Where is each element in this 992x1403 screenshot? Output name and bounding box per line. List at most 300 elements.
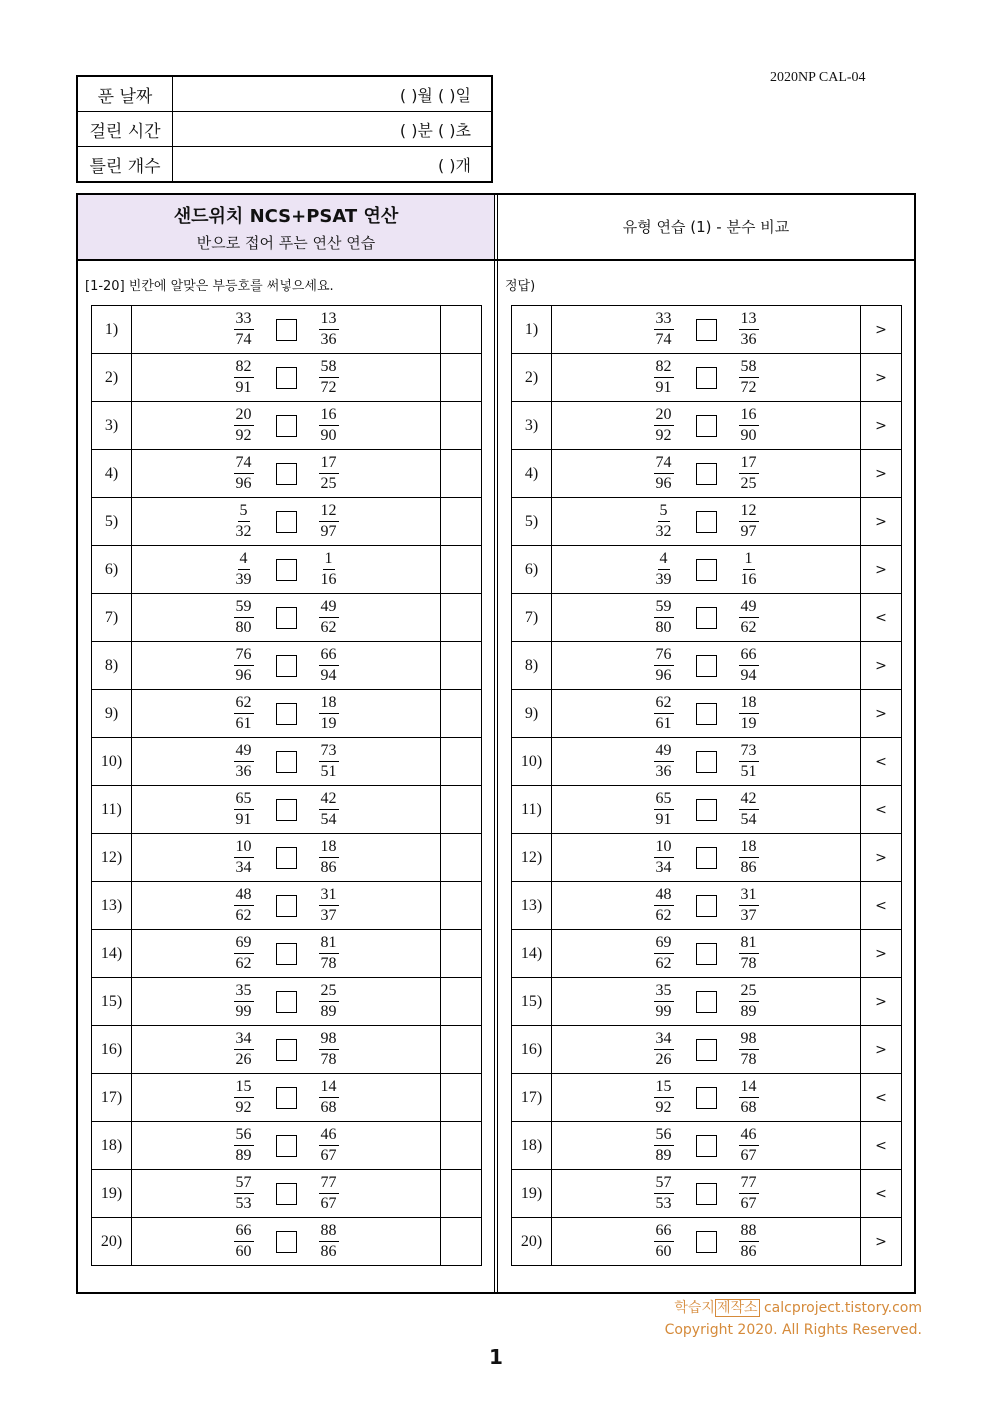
- denominator: 62: [655, 955, 672, 972]
- problem-number: 18): [92, 1122, 132, 1170]
- fraction-right: [317, 741, 341, 782]
- problem-number: 1): [512, 306, 552, 354]
- fraction-right: [317, 405, 341, 446]
- numerator: 12: [739, 501, 759, 522]
- answer-cell: >: [861, 1218, 902, 1266]
- problem-row: [92, 690, 482, 738]
- answer-cell[interactable]: [441, 354, 482, 402]
- fraction-comparison: [552, 546, 861, 594]
- answer-cell[interactable]: [441, 306, 482, 354]
- denominator: 26: [235, 1051, 252, 1068]
- problem-number: 8): [512, 642, 552, 690]
- denominator: 80: [235, 619, 252, 636]
- denominator: 62: [655, 907, 672, 924]
- fraction-comparison: [132, 594, 441, 642]
- denominator: 61: [655, 715, 672, 732]
- answer-box[interactable]: [276, 991, 297, 1013]
- numerator: 98: [319, 1029, 339, 1050]
- problem-row: [92, 546, 482, 594]
- problem-number: 9): [92, 690, 132, 738]
- answer-cell[interactable]: [441, 1074, 482, 1122]
- answer-box[interactable]: [696, 415, 717, 437]
- numerator: 66: [319, 645, 339, 666]
- problem-number: 12): [92, 834, 132, 882]
- problem-number: 11): [512, 786, 552, 834]
- fraction-comparison: [132, 498, 441, 546]
- answer-box[interactable]: [276, 1135, 297, 1157]
- problem-number: 15): [512, 978, 552, 1026]
- denominator: 32: [235, 523, 252, 540]
- footer-brand: [674, 1297, 922, 1317]
- fraction-left: [652, 789, 676, 830]
- numerator: 1: [743, 549, 755, 570]
- problem-row: [92, 450, 482, 498]
- fraction-comparison: [552, 306, 861, 354]
- fraction-left: [232, 837, 256, 878]
- fraction-comparison: [132, 642, 441, 690]
- fraction-left: [232, 693, 256, 734]
- answer-cell[interactable]: [441, 1122, 482, 1170]
- numerator: 74: [234, 453, 254, 474]
- numerator: 66: [739, 645, 759, 666]
- answer-cell[interactable]: [441, 594, 482, 642]
- info-value: ( )분 ( )초: [173, 112, 493, 147]
- fraction-right: [317, 453, 341, 494]
- fraction-comparison: [132, 402, 441, 450]
- answer-box[interactable]: [696, 991, 717, 1013]
- denominator: 25: [320, 475, 337, 492]
- answer-cell: <: [861, 786, 902, 834]
- answer-cell[interactable]: [441, 978, 482, 1026]
- answer-box[interactable]: [696, 1183, 717, 1205]
- fraction-comparison: [552, 930, 861, 978]
- answer-box[interactable]: [696, 1087, 717, 1109]
- answer-box[interactable]: [276, 943, 297, 965]
- answer-box[interactable]: [696, 319, 717, 341]
- fraction-right: [317, 885, 341, 926]
- answer-cell: <: [861, 1122, 902, 1170]
- fraction-comparison: [552, 1122, 861, 1170]
- fraction-right: [317, 597, 341, 638]
- fraction-left: [232, 981, 256, 1022]
- fraction-right: [737, 981, 761, 1022]
- fraction-right: [737, 1125, 761, 1166]
- denominator: 62: [235, 907, 252, 924]
- denominator: 91: [235, 811, 252, 828]
- numerator: 49: [654, 741, 674, 762]
- denominator: 36: [655, 763, 672, 780]
- problem-number: 16): [92, 1026, 132, 1074]
- numerator: 62: [234, 693, 254, 714]
- problem-number: 11): [92, 786, 132, 834]
- denominator: 90: [320, 427, 337, 444]
- answer-cell[interactable]: [441, 690, 482, 738]
- fraction-comparison: [552, 1218, 861, 1266]
- problem-number: 20): [512, 1218, 552, 1266]
- fold-divider: [494, 193, 498, 1294]
- problem-row: [512, 594, 902, 642]
- answer-box[interactable]: [696, 511, 717, 533]
- denominator: 78: [740, 1051, 757, 1068]
- numerator: 98: [739, 1029, 759, 1050]
- answer-cell[interactable]: [441, 546, 482, 594]
- numerator: 16: [319, 405, 339, 426]
- numerator: 13: [319, 309, 339, 330]
- problem-row: [92, 1170, 482, 1218]
- answer-cell: >: [861, 402, 902, 450]
- problem-row: [512, 738, 902, 786]
- numerator: 48: [654, 885, 674, 906]
- denominator: 99: [235, 1003, 252, 1020]
- answer-box[interactable]: [696, 463, 717, 485]
- fraction-right: [317, 981, 341, 1022]
- numerator: 16: [739, 405, 759, 426]
- answer-box[interactable]: [696, 895, 717, 917]
- answer-cell[interactable]: [441, 882, 482, 930]
- denominator: 67: [320, 1147, 337, 1164]
- fraction-left: [652, 549, 676, 590]
- answer-cell[interactable]: [441, 738, 482, 786]
- problem-row: [92, 786, 482, 834]
- fraction-right: [737, 405, 761, 446]
- denominator: 96: [235, 667, 252, 684]
- problem-number: 14): [92, 930, 132, 978]
- fraction-right: [317, 1077, 341, 1118]
- denominator: 91: [655, 379, 672, 396]
- numerator: 69: [654, 933, 674, 954]
- denominator: 92: [235, 1099, 252, 1116]
- denominator: 92: [235, 427, 252, 444]
- answer-box[interactable]: [696, 655, 717, 677]
- fraction-right: [737, 357, 761, 398]
- denominator: 90: [740, 427, 757, 444]
- answer-cell[interactable]: [441, 402, 482, 450]
- problem-row: [92, 738, 482, 786]
- answer-box[interactable]: [276, 463, 297, 485]
- denominator: 92: [655, 1099, 672, 1116]
- answer-cell[interactable]: [441, 930, 482, 978]
- fraction-right: [317, 933, 341, 974]
- answer-table: [511, 305, 902, 1266]
- fraction-right: [737, 501, 761, 542]
- denominator: 16: [320, 571, 337, 588]
- answer-cell[interactable]: [441, 450, 482, 498]
- answer-cell: >: [861, 498, 902, 546]
- brand-boxed-text: 제작소: [716, 1300, 758, 1316]
- numerator: 88: [319, 1221, 339, 1242]
- fraction-comparison: [132, 786, 441, 834]
- fraction-comparison: [132, 306, 441, 354]
- problem-row: [92, 594, 482, 642]
- numerator: 12: [319, 501, 339, 522]
- problem-number: 2): [512, 354, 552, 402]
- problem-number: 13): [512, 882, 552, 930]
- answer-box[interactable]: [276, 559, 297, 581]
- fraction-comparison: [552, 882, 861, 930]
- denominator: 60: [655, 1243, 672, 1260]
- fraction-comparison: [552, 402, 861, 450]
- problem-row: [512, 306, 902, 354]
- fraction-right: [737, 693, 761, 734]
- answer-cell[interactable]: [441, 1218, 482, 1266]
- info-row-time: [77, 112, 492, 147]
- problem-number: 6): [512, 546, 552, 594]
- answer-cell[interactable]: [441, 1026, 482, 1074]
- problem-number: 4): [512, 450, 552, 498]
- problem-row: [512, 786, 902, 834]
- fraction-right: [317, 693, 341, 734]
- answer-cell[interactable]: [441, 498, 482, 546]
- answer-box[interactable]: [276, 1183, 297, 1205]
- denominator: 86: [320, 1243, 337, 1260]
- problem-row: [512, 930, 902, 978]
- answer-box[interactable]: [696, 751, 717, 773]
- fraction-left: [232, 1173, 256, 1214]
- problem-row: [512, 498, 902, 546]
- problem-number: 5): [92, 498, 132, 546]
- denominator: 51: [320, 763, 337, 780]
- answer-box[interactable]: [276, 319, 297, 341]
- answer-cell: <: [861, 882, 902, 930]
- answer-box[interactable]: [276, 511, 297, 533]
- fraction-right: [737, 1173, 761, 1214]
- denominator: 19: [320, 715, 337, 732]
- brand-text: 학습지: [674, 1300, 715, 1316]
- answer-cell: <: [861, 738, 902, 786]
- numerator: 42: [319, 789, 339, 810]
- fraction-left: [232, 645, 256, 686]
- answer-box[interactable]: [276, 415, 297, 437]
- denominator: 39: [655, 571, 672, 588]
- numerator: 66: [654, 1221, 674, 1242]
- answer-box[interactable]: [276, 1039, 297, 1061]
- problem-number: 7): [92, 594, 132, 642]
- fraction-comparison: [132, 882, 441, 930]
- problem-row: [512, 834, 902, 882]
- denominator: 54: [320, 811, 337, 828]
- answer-label: 정답): [505, 279, 536, 294]
- problem-number: 8): [92, 642, 132, 690]
- numerator: 15: [654, 1077, 674, 1098]
- answer-box[interactable]: [696, 1231, 717, 1253]
- answer-cell[interactable]: [441, 786, 482, 834]
- numerator: 88: [739, 1221, 759, 1242]
- answer-cell: <: [861, 1170, 902, 1218]
- denominator: 72: [320, 379, 337, 396]
- fraction-left: [652, 597, 676, 638]
- answer-box[interactable]: [696, 799, 717, 821]
- fraction-right: [737, 453, 761, 494]
- numerator: 76: [654, 645, 674, 666]
- fraction-comparison: [552, 1170, 861, 1218]
- numerator: 65: [234, 789, 254, 810]
- answer-box[interactable]: [276, 655, 297, 677]
- denominator: 78: [320, 955, 337, 972]
- numerator: 15: [234, 1077, 254, 1098]
- fraction-comparison: [552, 834, 861, 882]
- numerator: 33: [234, 309, 254, 330]
- answer-box[interactable]: [276, 751, 297, 773]
- fraction-left: [652, 645, 676, 686]
- problem-row: [512, 1026, 902, 1074]
- fraction-right: [317, 501, 341, 542]
- denominator: 97: [320, 523, 337, 540]
- fraction-left: [232, 597, 256, 638]
- denominator: 25: [740, 475, 757, 492]
- numerator: 14: [739, 1077, 759, 1098]
- fraction-left: [652, 501, 676, 542]
- fraction-left: [652, 1077, 676, 1118]
- fraction-comparison: [132, 930, 441, 978]
- numerator: 14: [319, 1077, 339, 1098]
- answer-box[interactable]: [276, 895, 297, 917]
- info-label: 푼 날짜: [77, 76, 173, 112]
- answer-box[interactable]: [696, 703, 717, 725]
- fraction-right: [737, 1077, 761, 1118]
- problem-number: 17): [512, 1074, 552, 1122]
- denominator: 53: [655, 1195, 672, 1212]
- numerator: 35: [654, 981, 674, 1002]
- fraction-right: [737, 549, 761, 590]
- problem-row: [92, 1218, 482, 1266]
- answer-box[interactable]: [276, 607, 297, 629]
- answer-box[interactable]: [696, 559, 717, 581]
- problem-row: [512, 546, 902, 594]
- fraction-left: [652, 453, 676, 494]
- numerator: 56: [654, 1125, 674, 1146]
- answer-cell: >: [861, 546, 902, 594]
- numerator: 18: [739, 837, 759, 858]
- fraction-right: [737, 789, 761, 830]
- problem-number: 1): [92, 306, 132, 354]
- numerator: 34: [654, 1029, 674, 1050]
- answer-cell[interactable]: [441, 834, 482, 882]
- problem-row: [512, 882, 902, 930]
- answer-cell: >: [861, 690, 902, 738]
- fraction-comparison: [132, 1026, 441, 1074]
- denominator: 94: [320, 667, 337, 684]
- problem-number: 3): [512, 402, 552, 450]
- answer-box[interactable]: [696, 943, 717, 965]
- worksheet-title: 샌드위치 NCS+PSAT 연산: [173, 206, 399, 227]
- numerator: 1: [323, 549, 335, 570]
- answer-cell: <: [861, 594, 902, 642]
- problem-row: [512, 642, 902, 690]
- numerator: 74: [654, 453, 674, 474]
- answer-cell[interactable]: [441, 1170, 482, 1218]
- denominator: 39: [235, 571, 252, 588]
- problem-row: [92, 306, 482, 354]
- answer-box[interactable]: [696, 847, 717, 869]
- numerator: 65: [654, 789, 674, 810]
- fraction-left: [232, 501, 256, 542]
- problem-row: [512, 690, 902, 738]
- fraction-comparison: [132, 1170, 441, 1218]
- denominator: 54: [740, 811, 757, 828]
- answer-cell[interactable]: [441, 642, 482, 690]
- fraction-left: [652, 981, 676, 1022]
- fraction-left: [652, 693, 676, 734]
- answer-box[interactable]: [276, 1231, 297, 1253]
- denominator: 16: [740, 571, 757, 588]
- denominator: 68: [740, 1099, 757, 1116]
- numerator: 77: [319, 1173, 339, 1194]
- answer-cell: <: [861, 1074, 902, 1122]
- answer-box[interactable]: [276, 847, 297, 869]
- fraction-left: [652, 357, 676, 398]
- fraction-left: [652, 741, 676, 782]
- fraction-comparison: [132, 546, 441, 594]
- answer-box[interactable]: [696, 367, 717, 389]
- numerator: 18: [319, 693, 339, 714]
- problem-row: [512, 978, 902, 1026]
- fraction-right: [737, 1221, 761, 1262]
- fraction-comparison: [132, 1074, 441, 1122]
- denominator: 34: [235, 859, 252, 876]
- problem-row: [92, 930, 482, 978]
- numerator: 13: [739, 309, 759, 330]
- problem-row: [512, 1218, 902, 1266]
- denominator: 97: [740, 523, 757, 540]
- numerator: 35: [234, 981, 254, 1002]
- answer-box[interactable]: [696, 607, 717, 629]
- fraction-comparison: [132, 1218, 441, 1266]
- answer-box[interactable]: [276, 703, 297, 725]
- problem-row: [92, 834, 482, 882]
- denominator: 36: [740, 331, 757, 348]
- numerator: 31: [739, 885, 759, 906]
- numerator: 20: [234, 405, 254, 426]
- fraction-right: [317, 1173, 341, 1214]
- numerator: 17: [319, 453, 339, 474]
- denominator: 62: [235, 955, 252, 972]
- denominator: 92: [655, 427, 672, 444]
- problem-row: [512, 1122, 902, 1170]
- answer-box[interactable]: [276, 799, 297, 821]
- answer-box[interactable]: [276, 367, 297, 389]
- denominator: 32: [655, 523, 672, 540]
- fraction-right: [737, 1029, 761, 1070]
- fraction-left: [232, 405, 256, 446]
- denominator: 96: [655, 667, 672, 684]
- denominator: 86: [320, 859, 337, 876]
- problem-table: [91, 305, 482, 1266]
- problem-number: 3): [92, 402, 132, 450]
- denominator: 89: [235, 1147, 252, 1164]
- numerator: 82: [654, 357, 674, 378]
- fraction-comparison: [552, 786, 861, 834]
- denominator: 99: [655, 1003, 672, 1020]
- fraction-comparison: [552, 978, 861, 1026]
- answer-box[interactable]: [696, 1135, 717, 1157]
- answer-box[interactable]: [276, 1087, 297, 1109]
- fraction-right: [317, 837, 341, 878]
- fraction-right: [737, 597, 761, 638]
- fraction-left: [232, 933, 256, 974]
- denominator: 78: [740, 955, 757, 972]
- denominator: 89: [655, 1147, 672, 1164]
- fraction-left: [232, 453, 256, 494]
- fraction-left: [232, 1029, 256, 1070]
- numerator: 46: [319, 1125, 339, 1146]
- numerator: 5: [238, 501, 250, 522]
- denominator: 89: [320, 1003, 337, 1020]
- fraction-right: [737, 309, 761, 350]
- answer-box[interactable]: [696, 1039, 717, 1061]
- problem-row: [92, 402, 482, 450]
- fraction-left: [232, 741, 256, 782]
- denominator: 67: [320, 1195, 337, 1212]
